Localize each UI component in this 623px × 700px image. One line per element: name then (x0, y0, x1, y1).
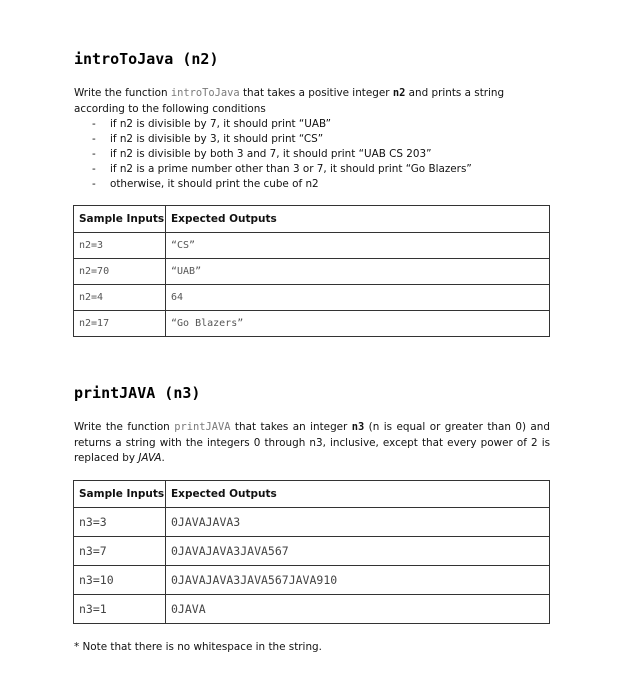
header-expected-outputs: Expected Outputs (166, 481, 550, 508)
section2-table (73, 480, 550, 624)
header-expected-outputs: Expected Outputs (166, 206, 550, 233)
expected-output: 0JAVAJAVA3JAVA567 (166, 537, 550, 566)
sample-input: n3=1 (74, 595, 166, 624)
condition-item: - otherwise, it should print the cube of n2 (92, 177, 512, 192)
sample-input: n2=17 (74, 311, 166, 337)
table-row (74, 311, 550, 337)
condition-item: - if n2 is divisible by 7, it should print “UAB” (92, 117, 512, 132)
expected-output: 0JAVA (166, 595, 550, 624)
section1-table (73, 205, 550, 337)
table-row (74, 259, 550, 285)
expected-output: 64 (166, 285, 550, 311)
table-row (74, 508, 550, 537)
footnote: * Note that there is no whitespace in the string. (74, 641, 322, 653)
desc-text: that takes an integer (230, 421, 352, 433)
function-name: printJAVA (174, 421, 231, 433)
param-name: n3 (351, 421, 365, 433)
expected-output: “Go Blazers” (166, 311, 550, 337)
section1-title: introToJava (n2) (74, 50, 219, 68)
sample-input: n2=4 (74, 285, 166, 311)
section2-title: printJAVA (n3) (74, 384, 201, 402)
param-name: n2 (392, 87, 406, 99)
desc-text: Write the function (74, 421, 175, 433)
function-name: introToJava (170, 87, 240, 99)
conditions-list (92, 117, 512, 192)
sample-input: n3=3 (74, 508, 166, 537)
header-sample-inputs: Sample Inputs (74, 206, 166, 233)
table-row (74, 537, 550, 566)
expected-output: 0JAVAJAVA3JAVA567JAVA910 (166, 566, 550, 595)
section1-description (74, 86, 550, 117)
table-row (74, 566, 550, 595)
desc-text: Write the function (74, 87, 171, 99)
expected-output: “CS” (166, 233, 550, 259)
desc-text: that takes a positive integer (239, 87, 393, 99)
table-header-row (74, 481, 550, 508)
sample-input: n3=10 (74, 566, 166, 595)
desc-text: . (161, 452, 165, 464)
section2-description (74, 420, 550, 467)
emphasis-java: JAVA (138, 452, 162, 464)
table-row (74, 233, 550, 259)
desc-text: (n is equal or greater than 0) and returns a string with the integers 0 through n3, inclusive, except that every power of 2 is replaced by (74, 421, 550, 464)
sample-input: n2=3 (74, 233, 166, 259)
expected-output: “UAB” (166, 259, 550, 285)
table-row (74, 285, 550, 311)
table-row (74, 595, 550, 624)
condition-item: - if n2 is divisible by 3, it should print “CS” (92, 132, 512, 147)
table-header-row (74, 206, 550, 233)
condition-item: - if n2 is divisible by both 3 and 7, it should print “UAB CS 203” (92, 147, 512, 162)
condition-item: - if n2 is a prime number other than 3 or 7, it should print “Go Blazers” (92, 162, 512, 177)
header-sample-inputs: Sample Inputs (74, 481, 166, 508)
expected-output: 0JAVAJAVA3 (166, 508, 550, 537)
desc-text: and prints a string according to the following conditions (74, 87, 505, 115)
sample-input: n3=7 (74, 537, 166, 566)
sample-input: n2=70 (74, 259, 166, 285)
